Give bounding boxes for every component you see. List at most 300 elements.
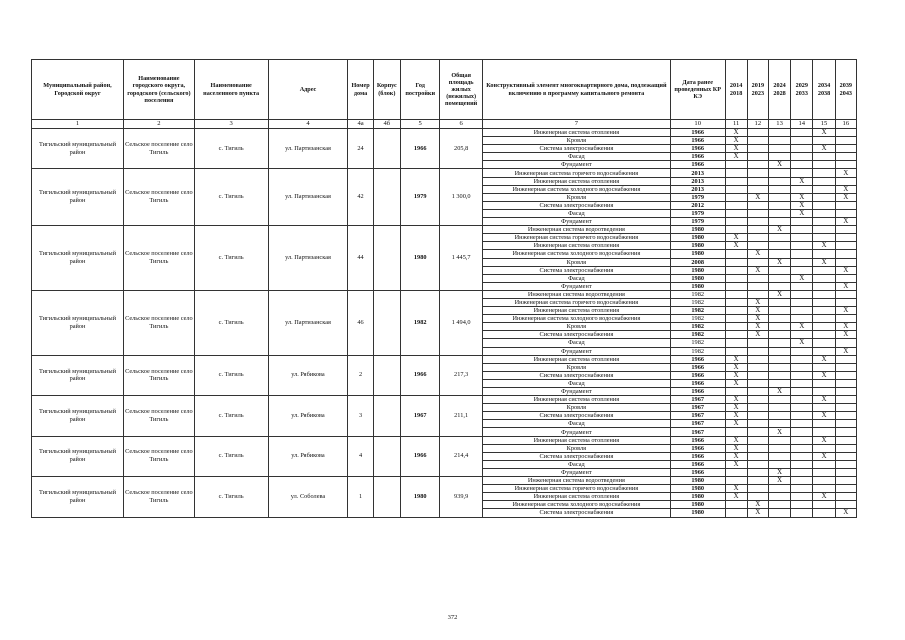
municipality-cell: Тигильский муниципальный район [32,477,124,517]
area-cell: 211,1 [440,396,482,436]
period-mark-cell [835,258,856,266]
period-mark-cell [747,493,768,501]
repair-date-cell: 1980 [670,493,725,501]
period-mark-cell [791,315,813,323]
period-mark-cell [835,145,856,153]
period-mark-cell [813,501,835,509]
house-number-cell: 42 [348,169,373,226]
period-mark-cell [813,347,835,355]
period-mark-cell [791,355,813,363]
period-mark-cell: X [747,298,768,306]
element-cell: Кровля [482,404,670,412]
period-mark-cell [835,129,856,137]
table-row [32,226,857,234]
period-mark-cell [813,379,835,387]
municipality-cell: Тигильский муниципальный район [32,436,124,476]
period-mark-cell: X [813,145,835,153]
period-mark-cell [813,282,835,290]
period-mark-cell [725,468,747,476]
period-mark-cell [813,307,835,315]
header-period: 2039 2043 [835,60,856,120]
period-mark-cell [747,234,768,242]
period-mark-cell [791,137,813,145]
period-mark-cell [768,250,790,258]
period-mark-cell [747,477,768,485]
repair-date-cell: 1979 [670,209,725,217]
period-mark-cell [791,290,813,298]
period-mark-cell [725,477,747,485]
settlement-cell: Сельское поселение село Тигиль [124,436,195,476]
element-cell: Фундамент [482,468,670,476]
period-mark-cell [813,193,835,201]
korpus-cell [373,477,400,517]
period-mark-cell [747,468,768,476]
house-number-cell: 1 [348,477,373,517]
element-cell: Система электроснабжения [482,371,670,379]
repair-date-cell: 1980 [670,282,725,290]
period-mark-cell [747,129,768,137]
repair-date-cell: 1982 [670,331,725,339]
element-cell: Система электроснабжения [482,266,670,274]
element-cell: Инженерная система отопления [482,436,670,444]
element-cell: Кровля [482,444,670,452]
element-cell: Инженерная система холодного водоснабжения [482,501,670,509]
period-mark-cell [768,242,790,250]
period-mark-cell [768,347,790,355]
period-mark-cell: X [835,266,856,274]
repair-date-cell: 1982 [670,307,725,315]
period-mark-cell [813,161,835,169]
period-mark-cell [747,371,768,379]
period-mark-cell [813,460,835,468]
period-mark-cell: X [725,452,747,460]
period-mark-cell [813,339,835,347]
period-mark-cell [791,161,813,169]
header-period: 2024 2028 [768,60,790,120]
element-cell: Фундамент [482,161,670,169]
period-mark-cell [813,404,835,412]
period-mark-cell [835,209,856,217]
element-cell: Фасад [482,460,670,468]
period-mark-cell [835,298,856,306]
period-mark-cell [791,468,813,476]
period-mark-cell [791,436,813,444]
column-number: 5 [400,120,439,129]
period-mark-cell [768,323,790,331]
period-mark-cell [813,444,835,452]
period-mark-cell [813,266,835,274]
period-mark-cell: X [813,412,835,420]
period-mark-cell: X [813,258,835,266]
period-mark-cell [768,129,790,137]
table-row [32,290,857,298]
repair-date-cell: 1979 [670,193,725,201]
period-mark-cell [835,250,856,258]
table-row [32,396,857,404]
period-mark-cell: X [768,258,790,266]
period-mark-cell: X [725,396,747,404]
period-mark-cell: X [768,477,790,485]
period-mark-cell [791,477,813,485]
period-mark-cell: X [747,323,768,331]
house-number-cell: 24 [348,129,373,169]
period-mark-cell: X [725,234,747,242]
repair-date-cell: 1966 [670,436,725,444]
period-mark-cell [747,428,768,436]
header-previous-repair-date: Дата ранее проведенных КР КЭ [670,60,725,120]
period-mark-cell: X [747,509,768,517]
period-mark-cell [791,282,813,290]
period-mark-cell [835,436,856,444]
period-mark-cell: X [791,177,813,185]
repair-date-cell: 1980 [670,250,725,258]
settlement-cell: Сельское поселение село Тигиль [124,477,195,517]
element-cell: Кровля [482,193,670,201]
locality-cell: с. Тигиль [194,226,268,291]
build-year-cell: 1967 [400,396,439,436]
period-mark-cell: X [725,460,747,468]
element-cell: Инженерная система горячего водоснабжения [482,298,670,306]
repair-date-cell: 1967 [670,428,725,436]
header-municipality: Муниципальный район, Городской округ [32,60,124,120]
period-mark-cell: X [725,145,747,153]
period-mark-cell [725,226,747,234]
street-cell: ул. Соболева [268,477,348,517]
period-mark-cell [791,307,813,315]
period-mark-cell [813,177,835,185]
element-cell: Кровля [482,323,670,331]
period-mark-cell [813,137,835,145]
period-mark-cell [813,209,835,217]
repair-date-cell: 1966 [670,468,725,476]
element-cell: Инженерная система отопления [482,177,670,185]
build-year-cell: 1966 [400,436,439,476]
period-mark-cell [813,331,835,339]
element-cell: Инженерная система отопления [482,307,670,315]
column-number: 1 [32,120,124,129]
period-mark-cell: X [768,161,790,169]
header-settlement: Наименование городского округа, городского (сельского) поселения [124,60,195,120]
period-mark-cell [747,379,768,387]
period-mark-cell [725,298,747,306]
period-mark-cell [725,290,747,298]
period-mark-cell [747,201,768,209]
period-mark-cell [791,404,813,412]
element-cell: Кровля [482,258,670,266]
settlement-cell: Сельское поселение село Тигиль [124,396,195,436]
header-address: Адрес [268,60,348,120]
period-mark-cell: X [747,501,768,509]
period-mark-cell [791,218,813,226]
element-cell: Фасад [482,209,670,217]
period-mark-cell: X [791,339,813,347]
street-cell: ул. Рябикова [268,436,348,476]
locality-cell: с. Тигиль [194,129,268,169]
element-cell: Инженерная система водоотведения [482,290,670,298]
header-house-number: Номер дома [348,60,373,120]
period-mark-cell [725,339,747,347]
period-mark-cell: X [725,371,747,379]
repair-date-cell: 1980 [670,501,725,509]
period-mark-cell [768,331,790,339]
repair-date-cell: 1966 [670,452,725,460]
header-build-year: Год постройки [400,60,439,120]
street-cell: ул. Партизанская [268,129,348,169]
period-mark-cell: X [835,282,856,290]
period-mark-cell [791,428,813,436]
period-mark-cell [791,250,813,258]
period-mark-cell [768,193,790,201]
period-mark-cell [747,185,768,193]
period-mark-cell [813,509,835,517]
period-mark-cell [791,298,813,306]
column-number: 10 [670,120,725,129]
repair-date-cell: 2012 [670,201,725,209]
period-mark-cell: X [813,493,835,501]
period-mark-cell [813,468,835,476]
period-mark-cell: X [725,436,747,444]
period-mark-cell: X [747,266,768,274]
period-mark-cell [725,282,747,290]
period-mark-cell [725,250,747,258]
column-number: 11 [725,120,747,129]
settlement-cell: Сельское поселение село Тигиль [124,169,195,226]
repair-date-cell: 1967 [670,404,725,412]
period-mark-cell [791,153,813,161]
period-mark-cell: X [725,242,747,250]
period-mark-cell [768,339,790,347]
period-mark-cell [835,493,856,501]
period-mark-cell [747,137,768,145]
column-number: 3 [194,120,268,129]
element-cell: Инженерная система холодного водоснабжения [482,315,670,323]
repair-date-cell: 2013 [670,185,725,193]
element-cell: Инженерная система отопления [482,493,670,501]
period-mark-cell: X [835,193,856,201]
korpus-cell [373,355,400,395]
period-mark-cell [747,161,768,169]
repair-date-cell: 1966 [670,137,725,145]
korpus-cell [373,290,400,355]
house-number-cell: 4 [348,436,373,476]
period-mark-cell [835,137,856,145]
period-mark-cell: X [791,274,813,282]
period-mark-cell: X [791,193,813,201]
repair-date-cell: 2013 [670,169,725,177]
period-mark-cell: X [813,242,835,250]
header-period: 2029 2033 [791,60,813,120]
period-mark-cell [791,363,813,371]
period-mark-cell [835,501,856,509]
repair-date-cell: 1966 [670,460,725,468]
period-mark-cell [725,209,747,217]
period-mark-cell [747,460,768,468]
period-mark-cell: X [768,468,790,476]
area-cell: 939,9 [440,477,482,517]
column-number-row [32,120,857,129]
period-mark-cell [747,339,768,347]
repair-date-cell: 1966 [670,161,725,169]
period-mark-cell [747,290,768,298]
korpus-cell [373,396,400,436]
period-mark-cell [835,379,856,387]
period-mark-cell [791,371,813,379]
period-mark-cell: X [835,185,856,193]
build-year-cell: 1979 [400,169,439,226]
period-mark-cell [791,444,813,452]
repair-date-cell: 1979 [670,218,725,226]
period-mark-cell [747,242,768,250]
period-mark-cell [791,169,813,177]
period-mark-cell [813,298,835,306]
period-mark-cell: X [813,396,835,404]
build-year-cell: 1966 [400,355,439,395]
header-locality: Наименование населенного пункта [194,60,268,120]
period-mark-cell [768,436,790,444]
period-mark-cell [725,266,747,274]
period-mark-cell [835,161,856,169]
period-mark-cell [725,501,747,509]
period-mark-cell [813,185,835,193]
period-mark-cell [835,177,856,185]
period-mark-cell: X [725,444,747,452]
period-mark-cell [747,412,768,420]
period-mark-cell [791,234,813,242]
build-year-cell: 1980 [400,226,439,291]
period-mark-cell [813,274,835,282]
table-body [32,129,857,518]
repair-date-cell: 1967 [670,396,725,404]
period-mark-cell [747,218,768,226]
table-row [32,169,857,177]
element-cell: Фундамент [482,282,670,290]
period-mark-cell [791,379,813,387]
period-mark-cell [747,258,768,266]
street-cell: ул. Рябикова [268,396,348,436]
period-mark-cell [835,477,856,485]
repair-date-cell: 2008 [670,258,725,266]
period-mark-cell [835,444,856,452]
period-mark-cell [768,444,790,452]
period-mark-cell: X [835,323,856,331]
header-period: 2034 2038 [813,60,835,120]
element-cell: Кровля [482,363,670,371]
period-mark-cell: X [835,347,856,355]
period-mark-cell [768,379,790,387]
period-mark-cell [813,315,835,323]
period-mark-cell [747,444,768,452]
column-number: 7 [482,120,670,129]
municipality-cell: Тигильский муниципальный район [32,129,124,169]
period-mark-cell [791,420,813,428]
period-mark-cell [768,298,790,306]
period-mark-cell [813,477,835,485]
period-mark-cell [725,509,747,517]
period-mark-cell: X [725,420,747,428]
period-mark-cell [747,226,768,234]
repair-date-cell: 1980 [670,234,725,242]
settlement-cell: Сельское поселение село Тигиль [124,226,195,291]
period-mark-cell [747,363,768,371]
period-mark-cell [835,388,856,396]
period-mark-cell [768,501,790,509]
period-mark-cell [813,201,835,209]
period-mark-cell [768,137,790,145]
period-mark-cell [747,209,768,217]
element-cell: Инженерная система горячего водоснабжения [482,234,670,242]
house-number-cell: 46 [348,290,373,355]
repair-date-cell: 1966 [670,379,725,387]
area-cell: 217,3 [440,355,482,395]
element-cell: Инженерная система горячего водоснабжения [482,485,670,493]
period-mark-cell: X [725,493,747,501]
korpus-cell [373,226,400,291]
period-mark-cell [725,274,747,282]
period-mark-cell: X [725,379,747,387]
settlement-cell: Сельское поселение село Тигиль [124,355,195,395]
period-mark-cell [747,177,768,185]
period-mark-cell [813,388,835,396]
period-mark-cell [835,201,856,209]
element-cell: Фасад [482,274,670,282]
period-mark-cell: X [747,331,768,339]
locality-cell: с. Тигиль [194,355,268,395]
period-mark-cell [835,460,856,468]
period-mark-cell: X [835,331,856,339]
build-year-cell: 1980 [400,477,439,517]
repair-date-cell: 1966 [670,371,725,379]
period-mark-cell [725,201,747,209]
period-mark-cell [768,509,790,517]
period-mark-cell [768,493,790,501]
period-mark-cell [768,452,790,460]
period-mark-cell [747,485,768,493]
period-mark-cell [835,153,856,161]
period-mark-cell [747,355,768,363]
period-mark-cell [768,460,790,468]
repair-date-cell: 1966 [670,129,725,137]
period-mark-cell [813,290,835,298]
period-mark-cell [768,485,790,493]
period-mark-cell [725,388,747,396]
settlement-cell: Сельское поселение село Тигиль [124,290,195,355]
repair-date-cell: 1966 [670,388,725,396]
locality-cell: с. Тигиль [194,169,268,226]
locality-cell: с. Тигиль [194,290,268,355]
area-cell: 1 445,7 [440,226,482,291]
period-mark-cell [813,153,835,161]
repair-date-cell: 1982 [670,298,725,306]
column-number: 2 [124,120,195,129]
repair-date-cell: 1980 [670,477,725,485]
period-mark-cell [791,388,813,396]
element-cell: Инженерная система отопления [482,242,670,250]
period-mark-cell [813,428,835,436]
street-cell: ул. Рябикова [268,355,348,395]
period-mark-cell [747,436,768,444]
column-number: 4 [268,120,348,129]
period-mark-cell [791,185,813,193]
header-area: Общая площадь жилых (нежилых) помещений [440,60,482,120]
period-mark-cell [835,485,856,493]
build-year-cell: 1982 [400,290,439,355]
period-mark-cell [725,161,747,169]
period-mark-cell [725,218,747,226]
period-mark-cell: X [813,371,835,379]
settlement-cell: Сельское поселение село Тигиль [124,129,195,169]
municipality-cell: Тигильский муниципальный район [32,355,124,395]
period-mark-cell: X [768,388,790,396]
